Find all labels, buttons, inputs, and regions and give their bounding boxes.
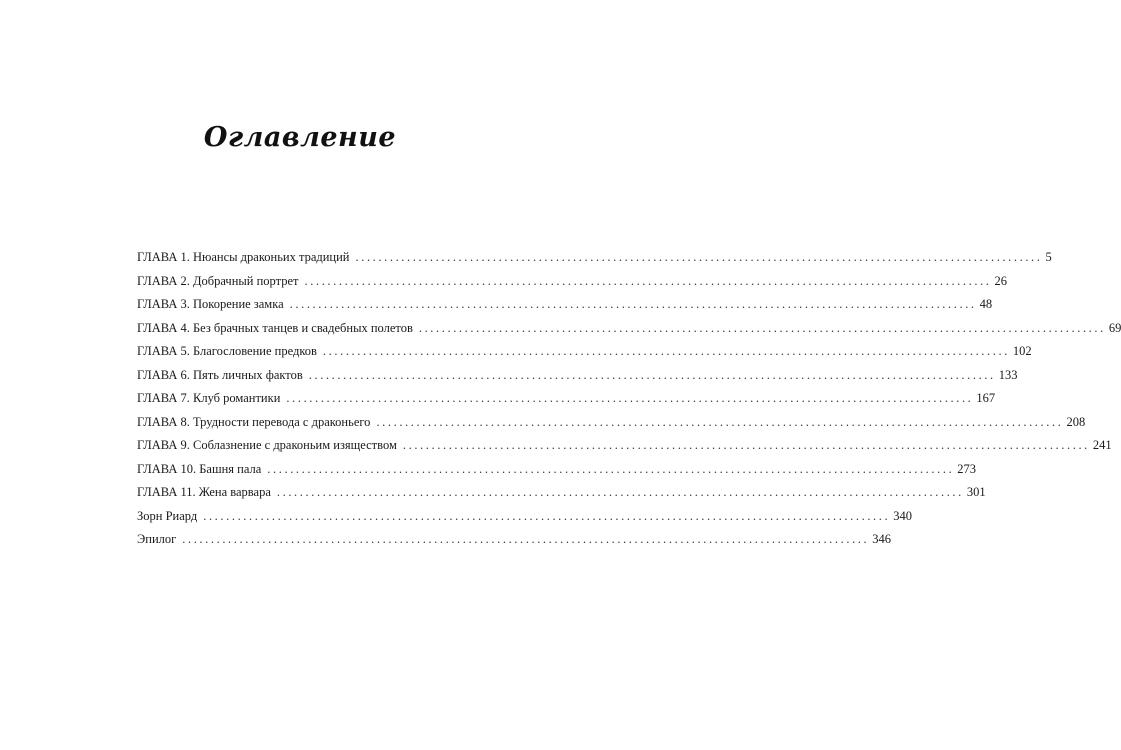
toc-entry: [137, 411, 1086, 435]
toc-entry-title: Зорн Риард: [137, 508, 198, 523]
toc-entry-title: ГЛАВА 11. Жена варвара: [137, 485, 271, 499]
toc-page-number: 301: [966, 485, 986, 499]
toc-entry-title: ГЛАВА 7. Клуб романтики: [137, 391, 281, 405]
toc-entry: [137, 481, 986, 505]
toc-entry-title: ГЛАВА 8. Трудности перевода с драконьего: [137, 414, 371, 429]
dot-leader: ........................................................................................................................: [402, 438, 1090, 452]
dot-leader: ........................................................................................................................: [276, 485, 964, 499]
toc-page-number: 48: [979, 297, 993, 311]
toc-entry: [137, 364, 1018, 388]
toc-page-number: 273: [957, 461, 977, 476]
toc-page-number: 133: [998, 367, 1018, 382]
toc-page-number: 167: [976, 391, 996, 405]
dot-leader: ........................................................................................................................: [304, 273, 992, 288]
dot-leader: ........................................................................................................................: [182, 532, 870, 546]
toc-entry: [137, 270, 1008, 294]
toc-page-number: 346: [872, 532, 891, 546]
toc-page-number: 69: [1108, 320, 1121, 335]
toc-entry-title: ГЛАВА 1. Нюансы драконьих традиций: [137, 250, 350, 264]
toc-page-number: 26: [994, 273, 1008, 288]
page-title: Оглавление: [203, 122, 397, 153]
dot-leader: ........................................................................................................................: [289, 297, 977, 311]
dot-leader: ........................................................................................................................: [322, 344, 1010, 358]
toc-entry: [137, 505, 912, 529]
toc-entry: [137, 458, 977, 482]
toc-entry: [137, 246, 1052, 270]
dot-leader: ........................................................................................................................: [203, 508, 891, 523]
toc-entry-title: ГЛАВА 10. Башня пала: [137, 461, 262, 476]
toc-entry: [137, 387, 996, 411]
toc-page-number: 340: [893, 508, 912, 523]
toc-entry: [137, 293, 993, 317]
toc-page-number: 241: [1092, 438, 1112, 452]
toc-page-number: 208: [1066, 414, 1086, 429]
toc-page-number: 5: [1045, 250, 1052, 264]
toc-entry: [137, 317, 1121, 341]
dot-leader: ........................................................................................................................: [308, 367, 996, 382]
dot-leader: ........................................................................................................................: [418, 320, 1106, 335]
toc-entry-title: ГЛАВА 9. Соблазнение с драконьим изяществом: [137, 438, 397, 452]
toc-entry-title: ГЛАВА 2. Добрачный портрет: [137, 273, 299, 288]
dot-leader: ........................................................................................................................: [376, 414, 1064, 429]
toc-page-number: 102: [1012, 344, 1032, 358]
toc-entry: [137, 528, 891, 552]
toc-entry: [137, 434, 1112, 458]
dot-leader: ........................................................................................................................: [286, 391, 974, 405]
toc-entry-title: ГЛАВА 5. Благословение предков: [137, 344, 317, 358]
toc-entry: [137, 340, 1032, 364]
dot-leader: ........................................................................................................................: [355, 250, 1043, 264]
toc-entry-title: ГЛАВА 6. Пять личных фактов: [137, 367, 303, 382]
dot-leader: ........................................................................................................................: [267, 461, 955, 476]
toc-entry-title: ГЛАВА 4. Без брачных танцев и свадебных полетов: [137, 320, 413, 335]
table-of-contents: [137, 246, 1121, 552]
toc-entry-title: ГЛАВА 3. Покорение замка: [137, 297, 284, 311]
toc-entry-title: Эпилог: [137, 532, 177, 546]
